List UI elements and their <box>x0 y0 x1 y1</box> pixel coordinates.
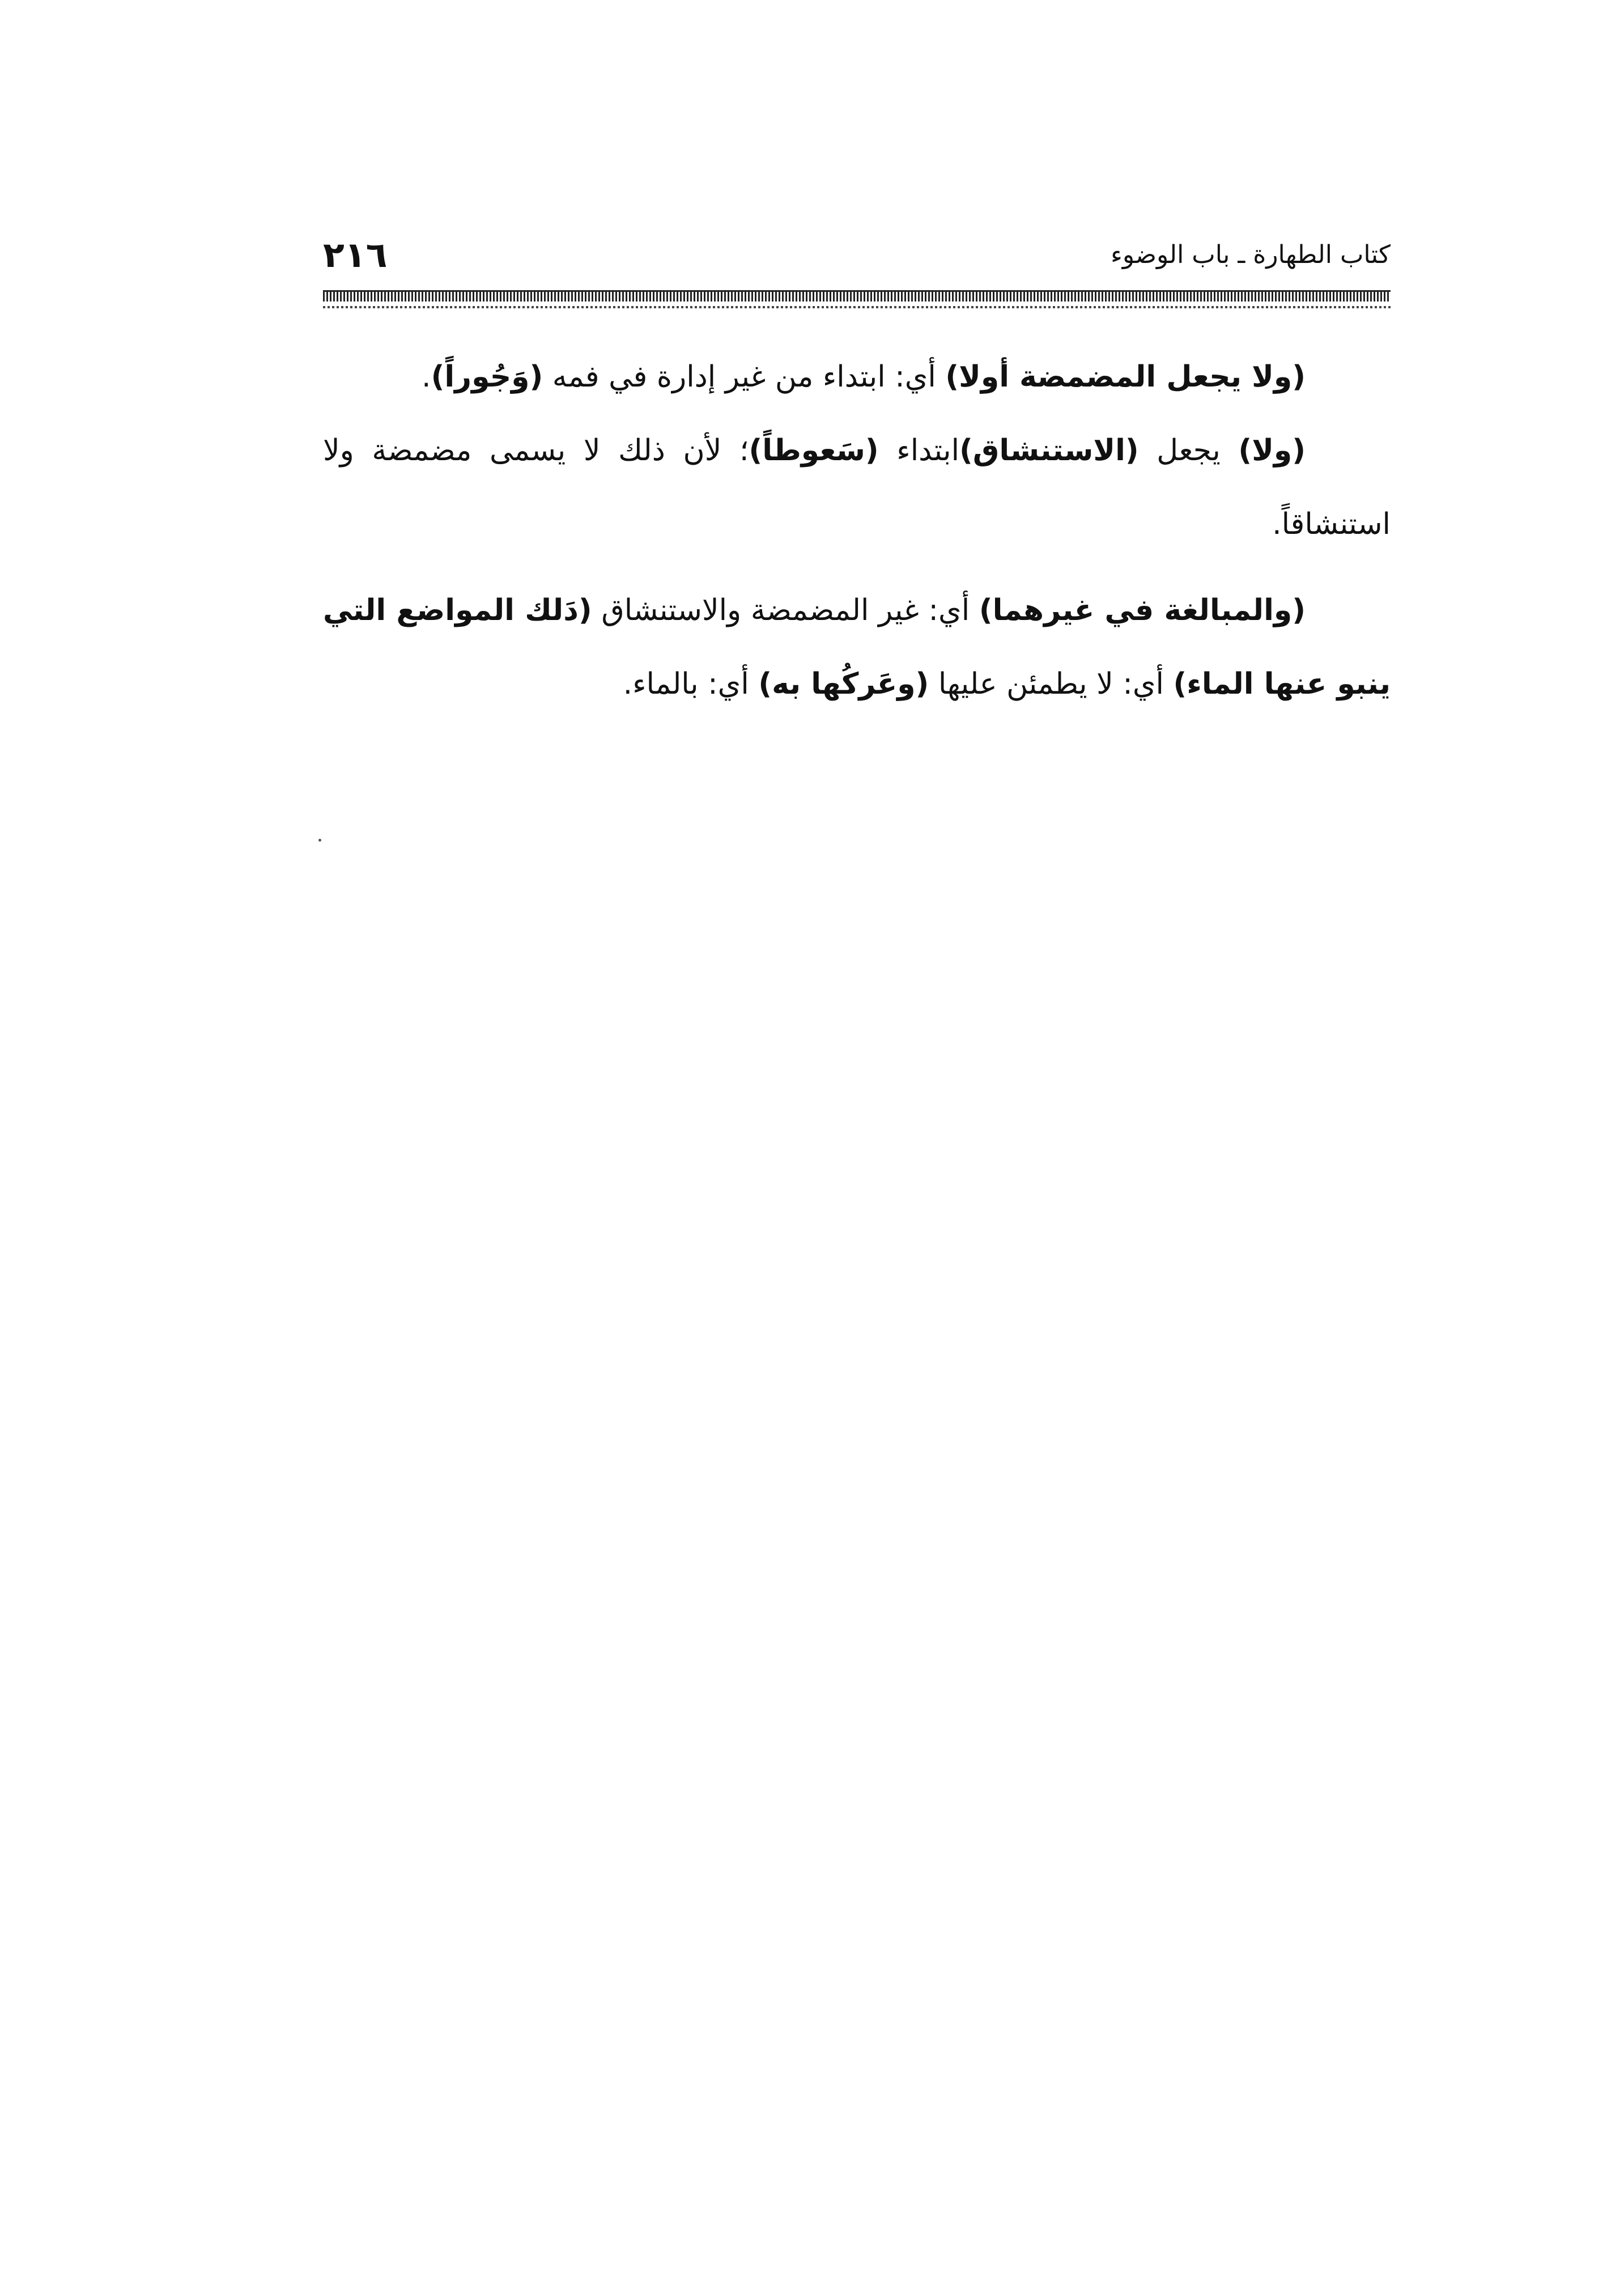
matn-phrase: (وعَركُها به) <box>758 667 929 701</box>
page-number: ٢١٦ <box>323 234 388 275</box>
scan-speck <box>318 839 321 842</box>
commentary-text: أي: لا يطمئن عليها <box>929 667 1174 701</box>
commentary-text: أي: بالماء. <box>623 667 759 701</box>
commentary-text: يجعل <box>1138 434 1239 468</box>
commentary-text: ابتداء <box>878 434 960 468</box>
matn-phrase: (دَلك المواضع التي ينبو عنها الماء) <box>323 593 1391 701</box>
running-title: كتاب الطهارة ـ باب الوضوء <box>1111 240 1391 269</box>
matn-phrase: (وَجُوراً) <box>431 360 543 394</box>
header-rule-thin <box>323 306 1391 308</box>
matn-phrase: (سَعوطاً) <box>749 434 879 468</box>
page-header <box>323 227 1391 289</box>
paragraph-3 <box>323 574 1391 721</box>
commentary-text: أي: ابتداء من غير إدارة في فمه <box>543 360 946 394</box>
commentary-text: أي: غير المضمضة والاستنشاق <box>592 593 979 627</box>
header-rule <box>323 290 1391 302</box>
body-text <box>323 340 1391 721</box>
commentary-text: ؛ لأن ذلك لا يسمى مضمضة ولا استنشاقاً. <box>323 434 1391 541</box>
matn-phrase: (ولا يجعل المضمضة أولا) <box>945 360 1306 394</box>
matn-phrase: (والمبالغة في غيرهما) <box>979 593 1306 627</box>
matn-phrase: (ولا) <box>1238 434 1306 468</box>
paragraph-1 <box>323 340 1391 414</box>
matn-phrase: (الاستنشاق) <box>959 434 1139 468</box>
commentary-text: . <box>422 360 431 394</box>
paragraph-2 <box>323 414 1391 561</box>
